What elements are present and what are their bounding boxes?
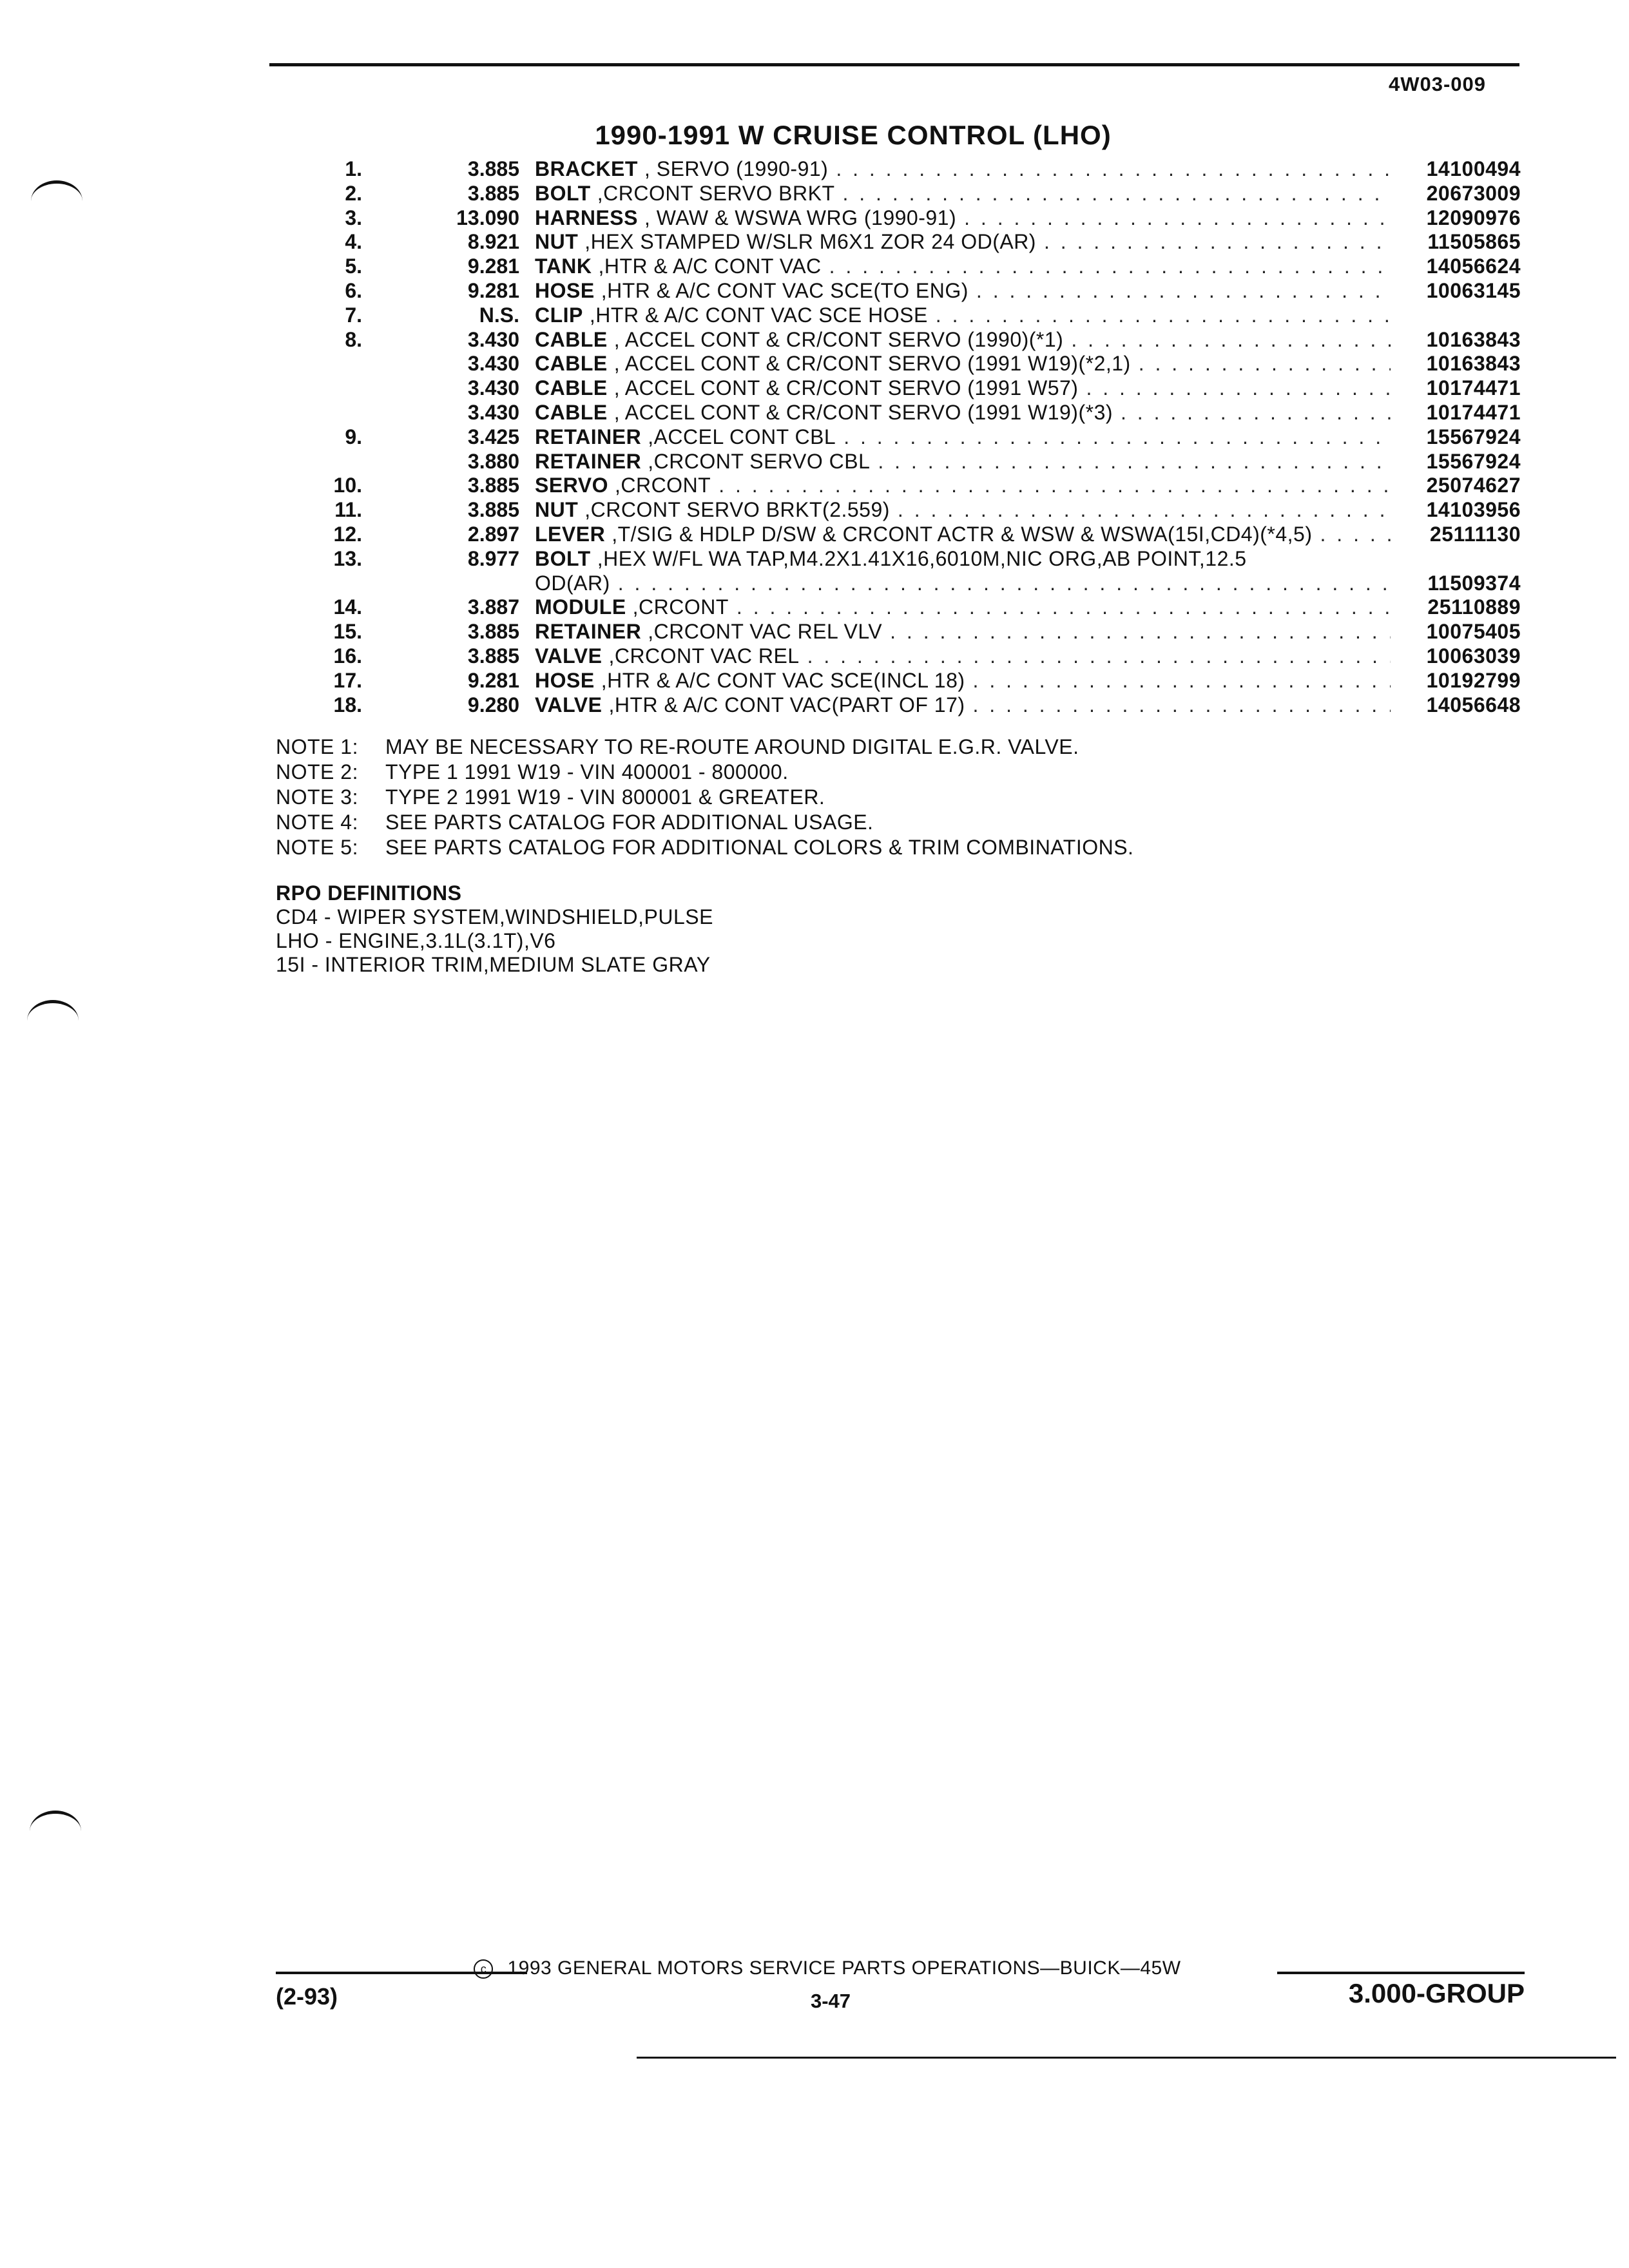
group-number: 3.430	[467, 352, 519, 376]
part-name: SERVO	[535, 474, 608, 497]
part-description: ,CRCONT SERVO BRKT	[597, 181, 835, 205]
parts-row	[303, 279, 1521, 303]
part-name: VALVE	[535, 693, 602, 716]
rpo-item: LHO - ENGINE,3.1L(3.1T),V6	[276, 929, 556, 952]
part-description-continued: OD(AR)	[535, 571, 610, 595]
group-number: 3.430	[467, 327, 519, 351]
margin-mark	[30, 1811, 81, 1840]
part-number: 10174471	[1426, 376, 1521, 400]
leader-dots	[890, 620, 1391, 644]
footer-date: (2-93)	[276, 1983, 338, 2010]
part-number: 10063039	[1426, 644, 1521, 668]
group-number: 8.977	[467, 546, 519, 570]
part-description: ,HTR & A/C CONT VAC SCE(TO ENG)	[601, 278, 969, 302]
parts-row	[303, 620, 1521, 644]
part-name: HOSE	[535, 668, 595, 692]
item-number: 6.	[345, 278, 362, 302]
leader-dots	[1139, 352, 1391, 376]
parts-row	[303, 376, 1521, 401]
group-number: 3.887	[467, 595, 519, 619]
group-number: 9.280	[467, 693, 519, 716]
parts-row	[303, 206, 1521, 231]
leader-dots	[1086, 376, 1391, 400]
note-label: NOTE 4:	[276, 811, 358, 834]
item-number: 14.	[333, 595, 362, 619]
group-number: 9.281	[467, 278, 519, 302]
item-number: 18.	[333, 693, 362, 716]
part-description: ,HTR & A/C CONT VAC	[598, 255, 822, 278]
parts-row	[303, 450, 1521, 474]
part-number: 25111130	[1429, 522, 1521, 546]
part-number: 11505865	[1427, 230, 1521, 254]
parts-row	[303, 182, 1521, 206]
part-name: HARNESS	[535, 206, 638, 229]
parts-row	[303, 401, 1521, 425]
parts-row	[303, 474, 1521, 498]
parts-row	[303, 303, 1521, 328]
part-number: 14103956	[1426, 498, 1521, 522]
footer-copyright	[0, 1957, 1629, 1979]
parts-row	[303, 230, 1521, 255]
parts-row	[303, 157, 1521, 182]
group-number: 9.281	[467, 255, 519, 278]
leader-dots	[964, 206, 1391, 230]
item-number: 5.	[345, 255, 362, 278]
part-name: MODULE	[535, 595, 626, 619]
group-number: 13.090	[456, 206, 519, 229]
note-label: NOTE 3:	[276, 785, 358, 809]
note	[276, 760, 1133, 785]
group-number: 3.430	[467, 376, 519, 400]
margin-mark	[31, 180, 82, 209]
part-number: 10174471	[1426, 400, 1521, 424]
item-number: 7.	[345, 303, 362, 327]
note-label: NOTE 1:	[276, 735, 358, 758]
part-description: , ACCEL CONT & CR/CONT SERVO (1991 W19)(*2,1)	[613, 352, 1131, 376]
leader-dots	[829, 255, 1391, 278]
leader-dots	[618, 572, 1391, 595]
copyright-text: 1993 GENERAL MOTORS SERVICE PARTS OPERATIONS—BUICK—45W	[507, 1957, 1181, 1979]
item-number: 10.	[333, 474, 362, 497]
part-number: 25074627	[1426, 474, 1521, 497]
part-description: ,CRCONT VAC REL VLV	[648, 620, 883, 644]
note	[276, 835, 1133, 860]
page-number: 3-47	[810, 1990, 851, 2012]
item-number: 8.	[345, 327, 362, 351]
part-description: ,CRCONT	[614, 474, 711, 497]
parts-row	[303, 523, 1521, 547]
part-name: CLIP	[535, 303, 583, 327]
part-description: ,ACCEL CONT CBL	[648, 425, 836, 448]
item-number: 11.	[334, 498, 362, 522]
part-number: 25110889	[1427, 595, 1521, 619]
part-name: LEVER	[535, 522, 606, 546]
note	[276, 810, 1133, 835]
parts-row	[303, 328, 1521, 352]
group-number: 3.880	[467, 449, 519, 473]
part-name: RETAINER	[535, 620, 642, 644]
group-number: 3.885	[467, 620, 519, 644]
part-description: ,HTR & A/C CONT VAC(PART OF 17)	[608, 693, 965, 716]
part-number: 15567924	[1426, 425, 1521, 448]
part-name: CABLE	[535, 352, 608, 376]
part-name: BRACKET	[535, 157, 638, 180]
part-name: VALVE	[535, 644, 602, 668]
part-description: ,CRCONT	[632, 595, 729, 619]
part-number: 11509374	[1427, 571, 1521, 595]
note-text: TYPE 2 1991 W19 - VIN 800001 & GREATER.	[385, 785, 825, 809]
leader-dots	[737, 595, 1391, 619]
page-title: 1990-1991 W CRUISE CONTROL (LHO)	[595, 120, 1112, 150]
part-name: TANK	[535, 255, 592, 278]
parts-row	[303, 352, 1521, 376]
part-description: , ACCEL CONT & CR/CONT SERVO (1991 W19)(*3)	[613, 400, 1113, 424]
group-number: 3.885	[467, 181, 519, 205]
group-number: 3.425	[467, 425, 519, 448]
part-description: ,HEX W/FL WA TAP,M4.2X1.41X16,6010M,NIC ORG,AB POINT,12.5	[597, 546, 1247, 570]
part-number: 12090976	[1426, 206, 1521, 229]
leader-dots	[878, 450, 1391, 474]
note-label: NOTE 2:	[276, 760, 358, 783]
part-description: , WAW & WSWA WRG (1990-91)	[644, 206, 957, 229]
part-name: CABLE	[535, 400, 608, 424]
leader-dots	[976, 279, 1391, 303]
item-number: 4.	[345, 230, 362, 254]
part-number: 15567924	[1426, 449, 1521, 473]
group-number: 3.885	[467, 498, 519, 522]
note-text: TYPE 1 1991 W19 - VIN 400001 - 800000.	[385, 760, 789, 783]
leader-dots	[1071, 328, 1391, 352]
part-number: 14056624	[1426, 255, 1521, 278]
note-text: SEE PARTS CATALOG FOR ADDITIONAL COLORS & TRIM COMBINATIONS.	[385, 836, 1134, 859]
parts-row	[303, 644, 1521, 669]
item-number: 16.	[333, 644, 362, 668]
part-description: ,HEX STAMPED W/SLR M6X1 ZOR 24 OD(AR)	[584, 230, 1036, 254]
leader-dots	[718, 474, 1391, 497]
note-text: MAY BE NECESSARY TO RE-ROUTE AROUND DIGITAL E.G.R. VALVE.	[385, 735, 1079, 758]
parts-row	[303, 547, 1521, 572]
note	[276, 785, 1133, 810]
part-name: NUT	[535, 498, 579, 522]
group-number: 3.885	[467, 644, 519, 668]
part-number: 14100494	[1426, 157, 1521, 180]
item-number: 13.	[333, 546, 362, 570]
leader-dots	[836, 157, 1391, 181]
note	[276, 735, 1133, 760]
part-description: ,HTR & A/C CONT VAC SCE(INCL 18)	[601, 668, 965, 692]
part-number: 10163843	[1426, 352, 1521, 376]
note-text: SEE PARTS CATALOG FOR ADDITIONAL USAGE.	[385, 811, 874, 834]
part-description: ,HTR & A/C CONT VAC SCE HOSE	[589, 303, 928, 327]
leader-dots	[973, 669, 1391, 693]
parts-row	[303, 255, 1521, 279]
part-description: ,CRCONT SERVO CBL	[648, 449, 871, 473]
group-number: 3.430	[467, 400, 519, 424]
leader-dots	[898, 498, 1391, 522]
part-description: ,CRCONT SERVO BRKT(2.559)	[584, 498, 890, 522]
part-number: 10063145	[1426, 278, 1521, 302]
part-name: BOLT	[535, 546, 591, 570]
item-number: 17.	[333, 668, 362, 692]
leader-dots	[843, 425, 1391, 449]
parts-row	[303, 693, 1521, 718]
parts-row	[303, 425, 1521, 450]
part-number: 10163843	[1426, 327, 1521, 351]
parts-row	[303, 498, 1521, 523]
group-number: N.S.	[479, 303, 519, 327]
item-number: 15.	[333, 620, 362, 644]
rpo-definitions	[276, 881, 713, 977]
rpo-item: 15I - INTERIOR TRIM,MEDIUM SLATE GRAY	[276, 953, 711, 976]
leader-dots	[1320, 523, 1391, 546]
note-label: NOTE 5:	[276, 836, 358, 859]
leader-dots	[1044, 230, 1391, 254]
part-number: 20673009	[1426, 181, 1521, 205]
item-number: 9.	[345, 425, 362, 448]
parts-row	[303, 669, 1521, 693]
margin-mark	[27, 1000, 79, 1029]
part-name: RETAINER	[535, 449, 642, 473]
part-name: BOLT	[535, 181, 591, 205]
item-number: 2.	[345, 181, 362, 205]
part-name: CABLE	[535, 376, 608, 400]
part-number: 10192799	[1426, 668, 1521, 692]
group-number: 8.921	[467, 230, 519, 254]
leader-dots	[973, 693, 1391, 717]
item-number: 1.	[345, 157, 362, 180]
leader-dots	[1121, 401, 1391, 425]
part-description: ,CRCONT VAC REL	[608, 644, 800, 668]
page-code: 4W03-009	[1388, 73, 1486, 95]
part-number: 14056648	[1426, 693, 1521, 716]
group-number: 3.885	[467, 157, 519, 180]
leader-dots	[807, 644, 1391, 668]
part-name: CABLE	[535, 327, 608, 351]
group-number: 3.885	[467, 474, 519, 497]
part-name: HOSE	[535, 278, 595, 302]
item-number: 12.	[333, 522, 362, 546]
parts-list	[303, 157, 1521, 717]
part-description: , ACCEL CONT & CR/CONT SERVO (1990)(*1)	[613, 327, 1064, 351]
notes-section	[276, 735, 1133, 860]
top-rule	[269, 63, 1519, 66]
rpo-item: CD4 - WIPER SYSTEM,WINDSHIELD,PULSE	[276, 905, 713, 928]
parts-row-continued	[303, 572, 1521, 596]
rpo-heading: RPO DEFINITIONS	[276, 881, 462, 905]
copyright-icon: c	[474, 1959, 493, 1979]
group-number: 2.897	[467, 522, 519, 546]
part-description: , ACCEL CONT & CR/CONT SERVO (1991 W57)	[613, 376, 1079, 400]
group-number: 9.281	[467, 668, 519, 692]
part-name: RETAINER	[535, 425, 642, 448]
parts-row	[303, 595, 1521, 620]
part-description: ,T/SIG & HDLP D/SW & CRCONT ACTR & WSW & WSWA(15I,CD4)(*4,5)	[612, 522, 1313, 546]
part-number: 10075405	[1426, 620, 1521, 644]
leader-dots	[936, 303, 1391, 327]
bottom-rule	[637, 2057, 1616, 2059]
part-name: NUT	[535, 230, 579, 254]
footer-group: 3.000-GROUP	[1348, 1978, 1525, 2008]
part-description: , SERVO (1990-91)	[644, 157, 829, 180]
leader-dots	[842, 182, 1391, 206]
item-number: 3.	[345, 206, 362, 229]
